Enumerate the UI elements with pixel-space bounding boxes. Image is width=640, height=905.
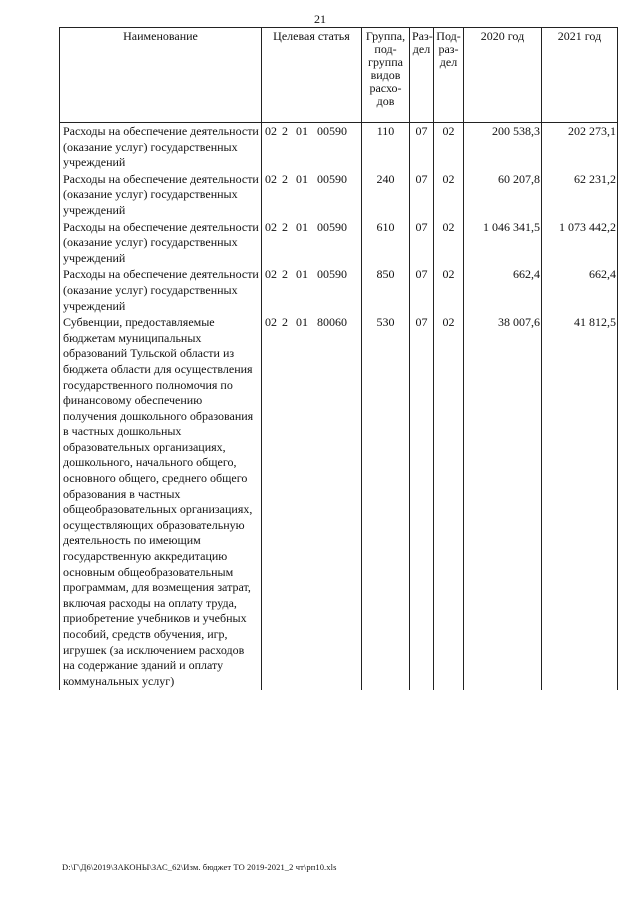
row-subsection: 02 <box>434 267 464 315</box>
row-subsection: 02 <box>434 220 464 268</box>
row-amount-2021: 662,4 <box>542 267 618 315</box>
row-name: Расходы на обеспечение деятельности (оказание услуг) государственных учреждений <box>60 123 262 172</box>
row-section: 07 <box>410 315 434 690</box>
row-name: Расходы на обеспечение деятельности (оказание услуг) государственных учреждений <box>60 220 262 268</box>
row-group: 110 <box>362 123 410 172</box>
table-row <box>60 172 618 220</box>
row-target-code: 02 2 01 80060 <box>262 315 362 690</box>
budget-table <box>59 27 618 690</box>
page-number: 21 <box>314 12 326 26</box>
row-amount-2020: 60 207,8 <box>464 172 542 220</box>
table-header-row <box>60 28 618 123</box>
file-path-footer: D:\Г\Д6\2019\ЗАКОНЫ\ЗАС_62\Изм. бюджет ТО 2019-2021_2 чт\рп10.xls <box>62 862 337 872</box>
row-amount-2021: 62 231,2 <box>542 172 618 220</box>
header-year-2021: 2021 год <box>542 28 618 123</box>
row-target-code: 02 2 01 00590 <box>262 123 362 172</box>
row-amount-2020: 662,4 <box>464 267 542 315</box>
row-section: 07 <box>410 267 434 315</box>
budget-table-container <box>59 27 617 690</box>
header-year-2020: 2020 год <box>464 28 542 123</box>
header-target: Целевая статья <box>262 28 362 123</box>
row-section: 07 <box>410 123 434 172</box>
table-row <box>60 220 618 268</box>
row-subsection: 02 <box>434 123 464 172</box>
header-name: Наименование <box>60 28 262 123</box>
row-amount-2020: 1 046 341,5 <box>464 220 542 268</box>
row-group: 530 <box>362 315 410 690</box>
table-row <box>60 123 618 172</box>
row-target-code: 02 2 01 00590 <box>262 267 362 315</box>
table-row <box>60 267 618 315</box>
row-amount-2021: 41 812,5 <box>542 315 618 690</box>
row-amount-2021: 202 273,1 <box>542 123 618 172</box>
header-group: Группа, под- группа видов расхо- дов <box>362 28 410 123</box>
row-name: Расходы на обеспечение деятельности (оказание услуг) государственных учреждений <box>60 172 262 220</box>
row-section: 07 <box>410 172 434 220</box>
row-group: 610 <box>362 220 410 268</box>
table-row <box>60 315 618 690</box>
row-amount-2021: 1 073 442,2 <box>542 220 618 268</box>
row-subsection: 02 <box>434 315 464 690</box>
row-name: Субвенции, предоставляемые бюджетам муниципальных образований Тульской области из бюджета области для осуществления государственного полномочия по финансовому обеспечению получения дошкольного образования в частных дошкольных образовательных организациях, дошкольного, начального общего, основного общего, среднего общего образования в частных общеобразовательных организациях, осуществляющих образовательную деятельность по имеющим государственную аккредитацию основным общеобразовательным программам, для возмещения затрат, включая расходы на оплату труда, приобретение учебников и учебных пособий, средств обучения, игр, игрушек (за исключением расходов на содержание зданий и оплату коммунальных услуг) <box>60 315 262 690</box>
row-section: 07 <box>410 220 434 268</box>
row-subsection: 02 <box>434 172 464 220</box>
header-subsection: Под- раз- дел <box>434 28 464 123</box>
row-amount-2020: 38 007,6 <box>464 315 542 690</box>
row-target-code: 02 2 01 00590 <box>262 220 362 268</box>
row-name: Расходы на обеспечение деятельности (оказание услуг) государственных учреждений <box>60 267 262 315</box>
row-group: 850 <box>362 267 410 315</box>
row-amount-2020: 200 538,3 <box>464 123 542 172</box>
row-target-code: 02 2 01 00590 <box>262 172 362 220</box>
header-section: Раз- дел <box>410 28 434 123</box>
row-group: 240 <box>362 172 410 220</box>
